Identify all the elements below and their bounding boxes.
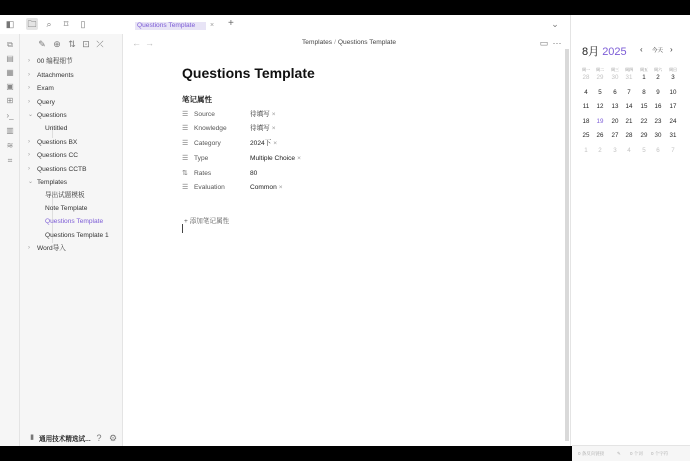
chevron-left-icon[interactable]: ‹ <box>640 45 643 54</box>
app-window <box>0 15 690 456</box>
chevron-down-icon: ⌄ <box>28 112 34 118</box>
vault-switcher[interactable] <box>20 430 123 446</box>
remove-icon[interactable]: × <box>297 155 301 162</box>
chevron-right-icon: › <box>28 58 30 64</box>
tree-folder[interactable]: › Questions BX <box>20 136 123 149</box>
new-note-icon[interactable]: ✎ <box>38 39 46 49</box>
text-cursor[interactable] <box>182 224 183 233</box>
remove-icon[interactable]: × <box>278 184 283 191</box>
calendar-panel <box>570 15 690 446</box>
remove-icon[interactable]: × <box>273 140 278 147</box>
calendar-day[interactable]: 5 <box>642 147 646 154</box>
weekday-label: 周六 <box>654 67 662 72</box>
list-icon: ☰ <box>182 111 189 118</box>
property-row[interactable]: ☰ Type Multiple Choice × <box>182 152 442 166</box>
calendar-day[interactable]: 30 <box>611 74 619 81</box>
calendar-day[interactable]: 23 <box>654 118 662 125</box>
editor-pane <box>124 34 566 446</box>
plus-icon: + <box>184 218 188 225</box>
chevron-right-icon: › <box>28 245 30 251</box>
file-explorer-toolbar <box>20 37 123 51</box>
list-icon: ☰ <box>182 140 189 147</box>
weekday-label: 周五 <box>640 67 648 72</box>
calendar-day[interactable]: 4 <box>584 89 588 96</box>
calendar-day[interactable]: 14 <box>625 103 633 110</box>
tab-label: Questions Template <box>135 22 206 30</box>
terminal-icon[interactable]: ›_ <box>6 111 14 120</box>
calendar-day[interactable]: 3 <box>613 147 617 154</box>
number-icon: ⇅ <box>182 170 188 177</box>
weekday-label: 周三 <box>611 67 619 72</box>
sort-icon[interactable]: ⇅ <box>68 39 76 49</box>
calendar-day[interactable]: 18 <box>582 118 590 125</box>
note-title[interactable]: Questions Template <box>182 65 315 81</box>
calendar-day[interactable]: 1 <box>642 74 646 81</box>
today-button[interactable]: 今天 <box>652 48 664 54</box>
calendar-day[interactable]: 9 <box>656 89 660 96</box>
settings-icon[interactable]: ⚙ <box>108 433 118 443</box>
weekday-label: 周四 <box>625 67 633 72</box>
calendar-day[interactable]: 22 <box>640 118 648 125</box>
tree-folder[interactable]: ⌄ Questions <box>20 109 123 122</box>
calendar-day[interactable]: 21 <box>625 118 633 125</box>
sidebar-toggle-icon[interactable]: ◧ <box>5 19 15 29</box>
chevron-right-icon[interactable]: › <box>670 45 673 54</box>
properties-heading: 笔记属性 <box>182 95 212 104</box>
chevron-down-icon: ⌄ <box>28 179 34 185</box>
calendar-day[interactable]: 1 <box>584 147 588 154</box>
tree-file-active[interactable]: Questions Template <box>45 218 104 225</box>
layers-icon[interactable]: ≋ <box>6 141 14 150</box>
calendar-day[interactable]: 24 <box>669 118 677 125</box>
list-icon: ☰ <box>182 184 189 191</box>
word-count: 0 个词 <box>630 451 643 456</box>
calendar-day[interactable]: 17 <box>669 103 677 110</box>
calendar-day[interactable]: 26 <box>596 132 604 139</box>
char-count: 0 个字符 <box>651 451 669 456</box>
collapse-all-icon[interactable]: ⤫ <box>96 39 104 49</box>
tree-file[interactable]: 导出试题模板 <box>45 192 85 199</box>
scrollbar[interactable] <box>565 49 569 441</box>
calendar-day[interactable]: 30 <box>654 132 662 139</box>
tree-folder[interactable]: › 00 编程细节 <box>20 55 123 68</box>
remove-icon[interactable]: × <box>271 125 276 132</box>
property-row[interactable]: ☰ Evaluation Common × <box>182 181 442 195</box>
calendar-day[interactable]: 31 <box>625 74 633 81</box>
breadcrumb-file[interactable]: Questions Template <box>337 39 397 46</box>
file-icon[interactable]: ▯ <box>80 19 86 29</box>
chevron-right-icon: › <box>28 152 30 158</box>
folder-icon[interactable]: 🗀 <box>27 19 37 29</box>
vault-icon: ▮ <box>30 434 34 441</box>
canvas-icon[interactable]: ▣ <box>6 82 14 91</box>
calendar-day[interactable]: 29 <box>640 132 648 139</box>
calendar-day[interactable]: 28 <box>625 132 633 139</box>
backlinks-count[interactable]: 0 条反向链接 <box>578 451 605 456</box>
calendar-day[interactable]: 16 <box>654 103 662 110</box>
calendar-day[interactable]: 3 <box>671 74 675 81</box>
more-options-icon[interactable]: ⋯ <box>552 38 562 48</box>
book-icon[interactable]: ▥ <box>6 126 14 135</box>
property-row[interactable]: ☰ Knowledge 待填写 × <box>182 122 442 136</box>
calendar-day[interactable]: 7 <box>671 147 675 154</box>
weekday-label: 周日 <box>669 67 677 72</box>
calendar-day[interactable]: 28 <box>582 74 590 81</box>
vault-name: 通用技术精选试... <box>39 436 91 443</box>
calendar-day[interactable]: 27 <box>611 132 619 139</box>
reading-view-icon[interactable]: ▭ <box>539 38 549 48</box>
calendar-day[interactable]: 25 <box>582 132 590 139</box>
property-row[interactable]: ⇅ Rates 80 <box>182 167 442 181</box>
calendar-day[interactable]: 5 <box>598 89 602 96</box>
list-icon: ☰ <box>182 125 189 132</box>
calendar-title: 8月 2025 <box>582 46 627 58</box>
calendar-day[interactable]: 7 <box>627 89 631 96</box>
calendar-day[interactable]: 15 <box>640 103 648 110</box>
calendar-day[interactable]: 12 <box>596 103 604 110</box>
back-icon[interactable]: ← <box>132 38 141 48</box>
breadcrumb <box>302 39 396 46</box>
edit-icon: ✎ <box>617 451 621 456</box>
chevron-right-icon: › <box>28 85 30 91</box>
calendar-day[interactable]: 6 <box>656 147 660 154</box>
property-row[interactable]: ☰ Category 2024下 × <box>182 137 442 151</box>
auto-reveal-icon[interactable]: ⊡ <box>82 39 90 49</box>
os-top-bar <box>0 0 690 15</box>
chevron-right-icon: › <box>28 166 30 172</box>
help-icon[interactable]: ? <box>96 433 102 443</box>
breadcrumb-folder[interactable]: Templates <box>302 39 333 46</box>
weekday-label: 周二 <box>596 67 604 72</box>
copy-icon[interactable]: ⧉ <box>7 40 13 49</box>
calendar-day[interactable]: 2 <box>656 74 660 81</box>
search-icon[interactable]: ⌕ <box>46 19 52 29</box>
calendar-day[interactable]: 4 <box>627 147 631 154</box>
tree-folder[interactable]: › Questions CCTB <box>20 163 123 176</box>
breadcrumb-separator: / <box>334 39 336 46</box>
daily-note-icon[interactable]: ▤ <box>6 54 14 63</box>
calendar-day[interactable]: 2 <box>598 147 602 154</box>
tree-folder[interactable]: › Exam <box>20 82 123 95</box>
grid-icon[interactable]: ▦ <box>6 68 14 77</box>
tree-folder[interactable]: › Attachments <box>20 69 123 82</box>
new-folder-icon[interactable]: ⊕ <box>53 39 61 49</box>
formula-icon[interactable]: ⌗ <box>7 156 13 165</box>
add-property-button[interactable]: + 添加笔记属性 <box>184 218 230 225</box>
tree-folder[interactable]: › Query <box>20 96 123 109</box>
calendar-day[interactable]: 20 <box>611 118 619 125</box>
tree-folder[interactable]: ⌄ Templates <box>20 176 123 189</box>
chevron-down-icon[interactable]: ⌄ <box>551 19 559 29</box>
calendar-day[interactable]: 31 <box>669 132 677 139</box>
list-icon: ☰ <box>182 155 189 162</box>
tree-file[interactable]: Note Template <box>45 205 88 212</box>
remove-icon[interactable]: × <box>271 111 276 118</box>
calendar-day[interactable]: 11 <box>582 103 590 110</box>
calendar-day[interactable]: 13 <box>611 103 619 110</box>
calendar-day[interactable]: 10 <box>669 89 677 96</box>
tree-file[interactable]: Questions Template 1 <box>45 232 109 239</box>
property-row[interactable]: ☰ Source 待填写 × <box>182 108 442 122</box>
forward-icon[interactable]: → <box>145 38 154 48</box>
weekday-label: 周一 <box>582 67 590 72</box>
tree-folder[interactable]: › Questions CC <box>20 149 123 162</box>
chevron-right-icon: › <box>28 99 30 105</box>
new-tab-icon[interactable]: + <box>228 18 234 29</box>
calendar-day[interactable]: 8 <box>642 89 646 96</box>
ribbon <box>0 34 20 446</box>
bookmark-icon[interactable]: ⌑ <box>63 19 69 29</box>
tab-questions-template[interactable] <box>130 18 222 34</box>
calendar-day-today[interactable]: 19 <box>596 118 604 125</box>
calendar-day[interactable]: 29 <box>596 74 604 81</box>
chevron-right-icon: › <box>28 72 30 78</box>
chevron-right-icon: › <box>28 139 30 145</box>
close-icon[interactable]: × <box>210 22 215 29</box>
status-bar <box>572 445 690 461</box>
tree-folder[interactable]: › Word导入 <box>20 242 123 255</box>
calendar-day[interactable]: 6 <box>613 89 617 96</box>
tree-file[interactable]: Untitled <box>45 125 68 132</box>
template-icon[interactable]: ⊞ <box>6 96 14 105</box>
